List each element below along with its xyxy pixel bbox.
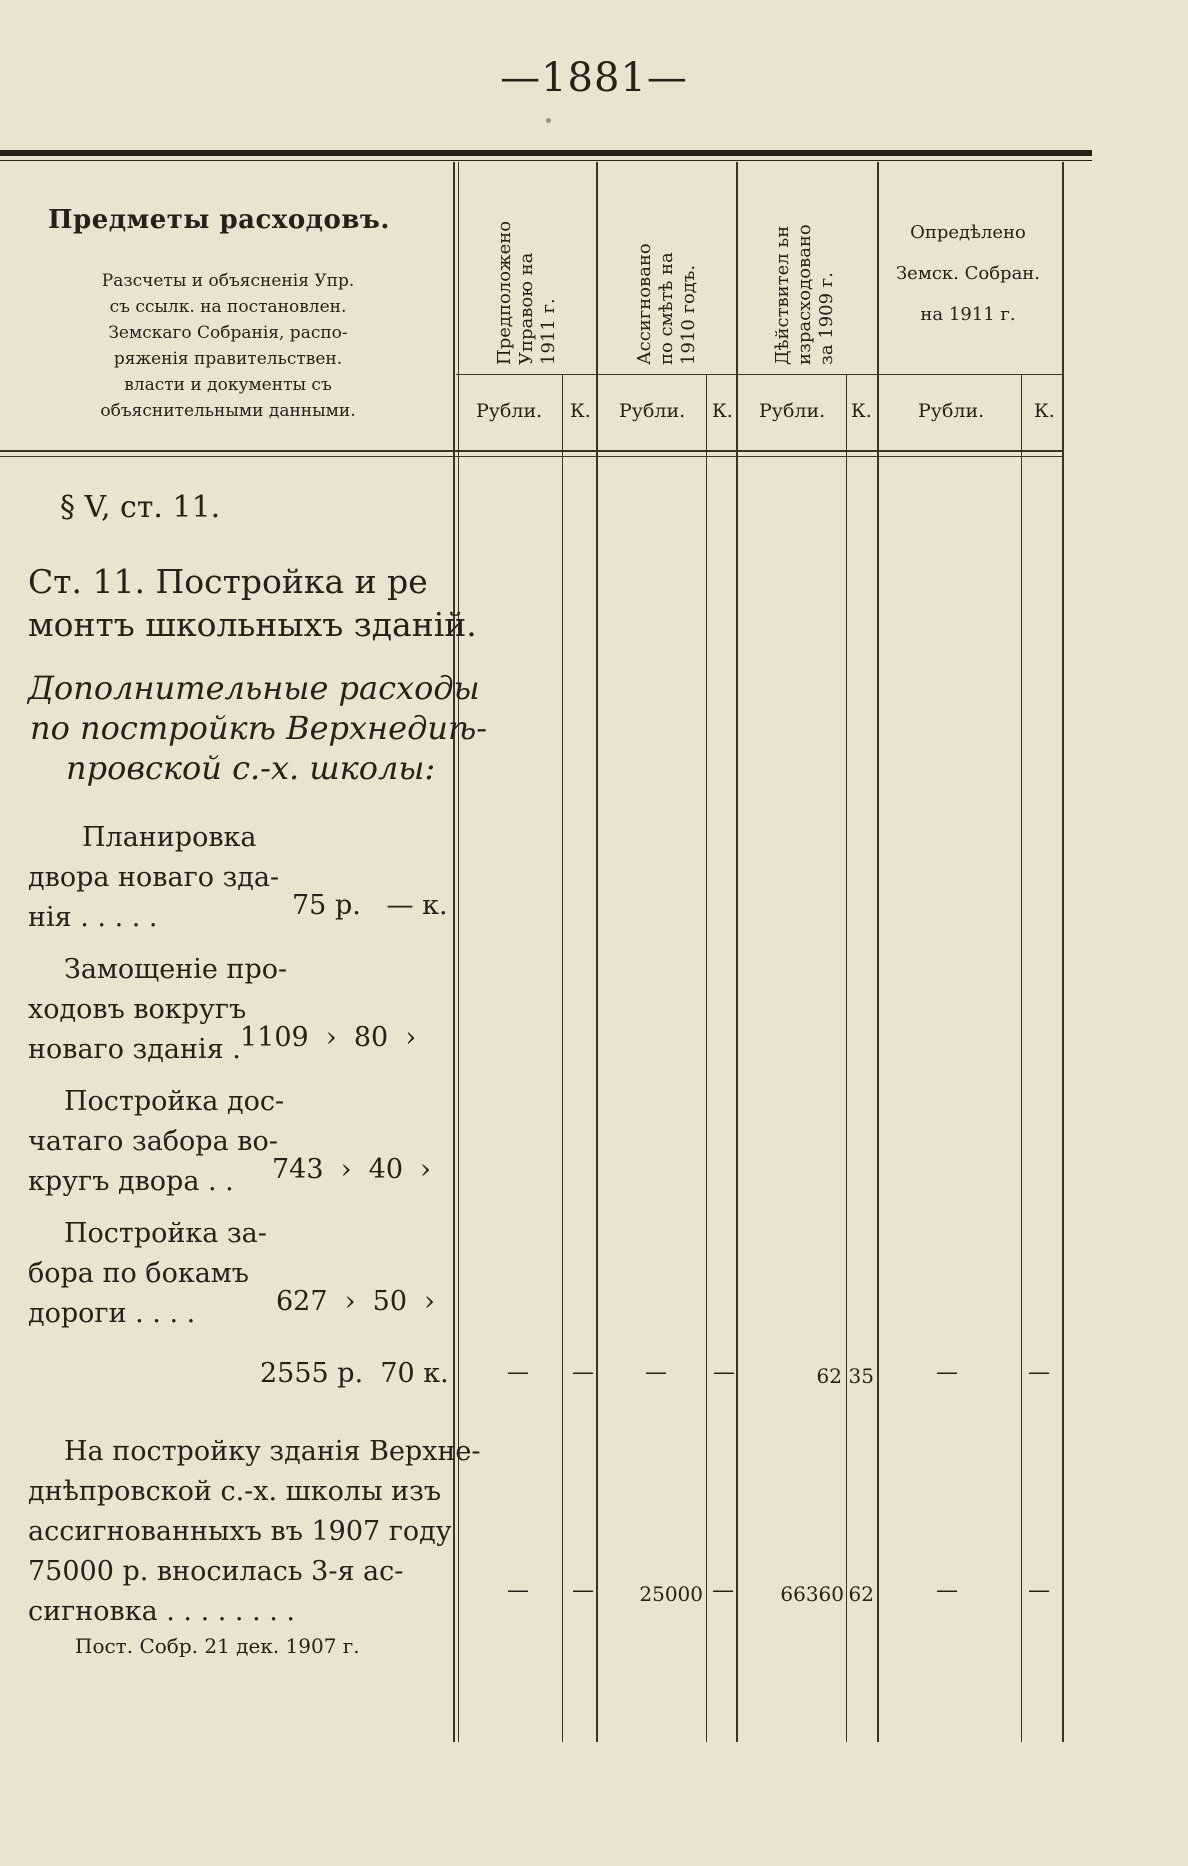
italic-heading: Дополнительные расходы по постройкѣ Верхнедиѣ- провской с.-х. школы:	[28, 669, 487, 787]
cell-proposed-rub: —	[507, 1360, 529, 1385]
col-divider	[1021, 375, 1022, 1742]
item-amount: 75 р. — к.	[292, 890, 448, 921]
header-bottom-line-2	[0, 456, 1062, 457]
top-rule	[0, 150, 1092, 156]
item-planning: Планировка двора новаго зда- нія . . . . .	[28, 822, 280, 933]
paragraph-construction: На постройку зданія Верхне- днѣпровской с.-х. школы изъ ассигнованныхъ въ 1907 году 75000 р. вносилась 3-я ас- сигновка . . . . . . . .	[28, 1436, 481, 1627]
item-amount: 627 › 50 ›	[276, 1286, 435, 1317]
header-bottom-line	[0, 450, 1062, 452]
unit-row-line	[456, 374, 1062, 375]
cell-determined-rub: —	[936, 1360, 958, 1385]
col-divider	[736, 162, 738, 1742]
cell-assigned-kop: —	[712, 1578, 734, 1603]
col-divider	[1062, 162, 1064, 1742]
unit-kop: К.	[1034, 400, 1055, 422]
cell-determined-kop: —	[1028, 1360, 1050, 1385]
unit-kop: К.	[851, 400, 872, 422]
unit-rub: Рубли.	[619, 400, 686, 422]
page-number: —1881—	[500, 55, 688, 101]
cell-assigned-rub: —	[645, 1360, 667, 1385]
item-paving: Замощеніе про- ходовъ вокругъ новаго зданія .	[28, 954, 288, 1065]
unit-kop: К.	[712, 400, 733, 422]
col-divider	[846, 375, 847, 1742]
article-title: Ст. 11. Постройка и ре монтъ школьныхъ зданій.	[28, 562, 477, 644]
col-proposed-header: Предположено Управою на 1911 г.	[494, 220, 559, 365]
col-divider	[562, 375, 563, 1742]
unit-rub: Рубли.	[476, 400, 543, 422]
item-amount: 743 › 40 ›	[272, 1154, 431, 1185]
cell-proposed-kop: —	[572, 1360, 594, 1385]
cell-actual-rub: 62	[816, 1364, 842, 1388]
subject-subtitle: Разсчеты и объясненія Упр. съ ссылк. на постановлен. Земскаго Собранія, распо- ряженія правительствен. власти и документы съ объяснительными данными.	[100, 271, 356, 421]
subject-title: Предметы расходовъ.	[48, 205, 390, 235]
subtotal: 2555 р. 70 к.	[260, 1358, 449, 1389]
cell-proposed-kop: —	[572, 1578, 594, 1603]
col-divider	[706, 375, 707, 1742]
item-fence: Постройка дос- чатаго забора во- кругъ двора . .	[28, 1086, 285, 1197]
item-amount: 1109 › 80 ›	[240, 1022, 417, 1053]
unit-rub: Рубли.	[759, 400, 826, 422]
col-divider	[877, 162, 879, 1742]
cell-proposed-rub: —	[507, 1578, 529, 1603]
cell-actual-kop: 35	[848, 1364, 874, 1388]
reference-note: Пост. Собр. 21 дек. 1907 г.	[75, 1634, 360, 1658]
cell-determined-kop: —	[1028, 1578, 1050, 1603]
col-divider	[596, 162, 598, 1742]
cell-assigned-kop: —	[713, 1360, 735, 1385]
cell-determined-rub: —	[936, 1578, 958, 1603]
top-rule-thin	[0, 160, 1092, 161]
col-determined-header: Опредѣлено Земск. Собран. на 1911 г.	[895, 222, 1041, 325]
section-label: § V, ст. 11.	[60, 490, 221, 525]
cell-actual-rub: 66360	[780, 1582, 844, 1606]
unit-kop: К.	[570, 400, 591, 422]
cell-assigned-rub: 25000	[639, 1582, 703, 1606]
unit-rub: Рубли.	[918, 400, 985, 422]
item-road-fence: Постройка за- бора по бокамъ дороги . . . .	[28, 1218, 267, 1329]
col-actual-header: Дѣйствител ьн израсходовано за 1909 г.	[772, 224, 837, 365]
ink-dot	[546, 118, 551, 123]
col-assigned-header: Ассигновано по смѣтѣ на 1910 годъ.	[634, 243, 699, 365]
cell-actual-kop: 62	[848, 1582, 874, 1606]
